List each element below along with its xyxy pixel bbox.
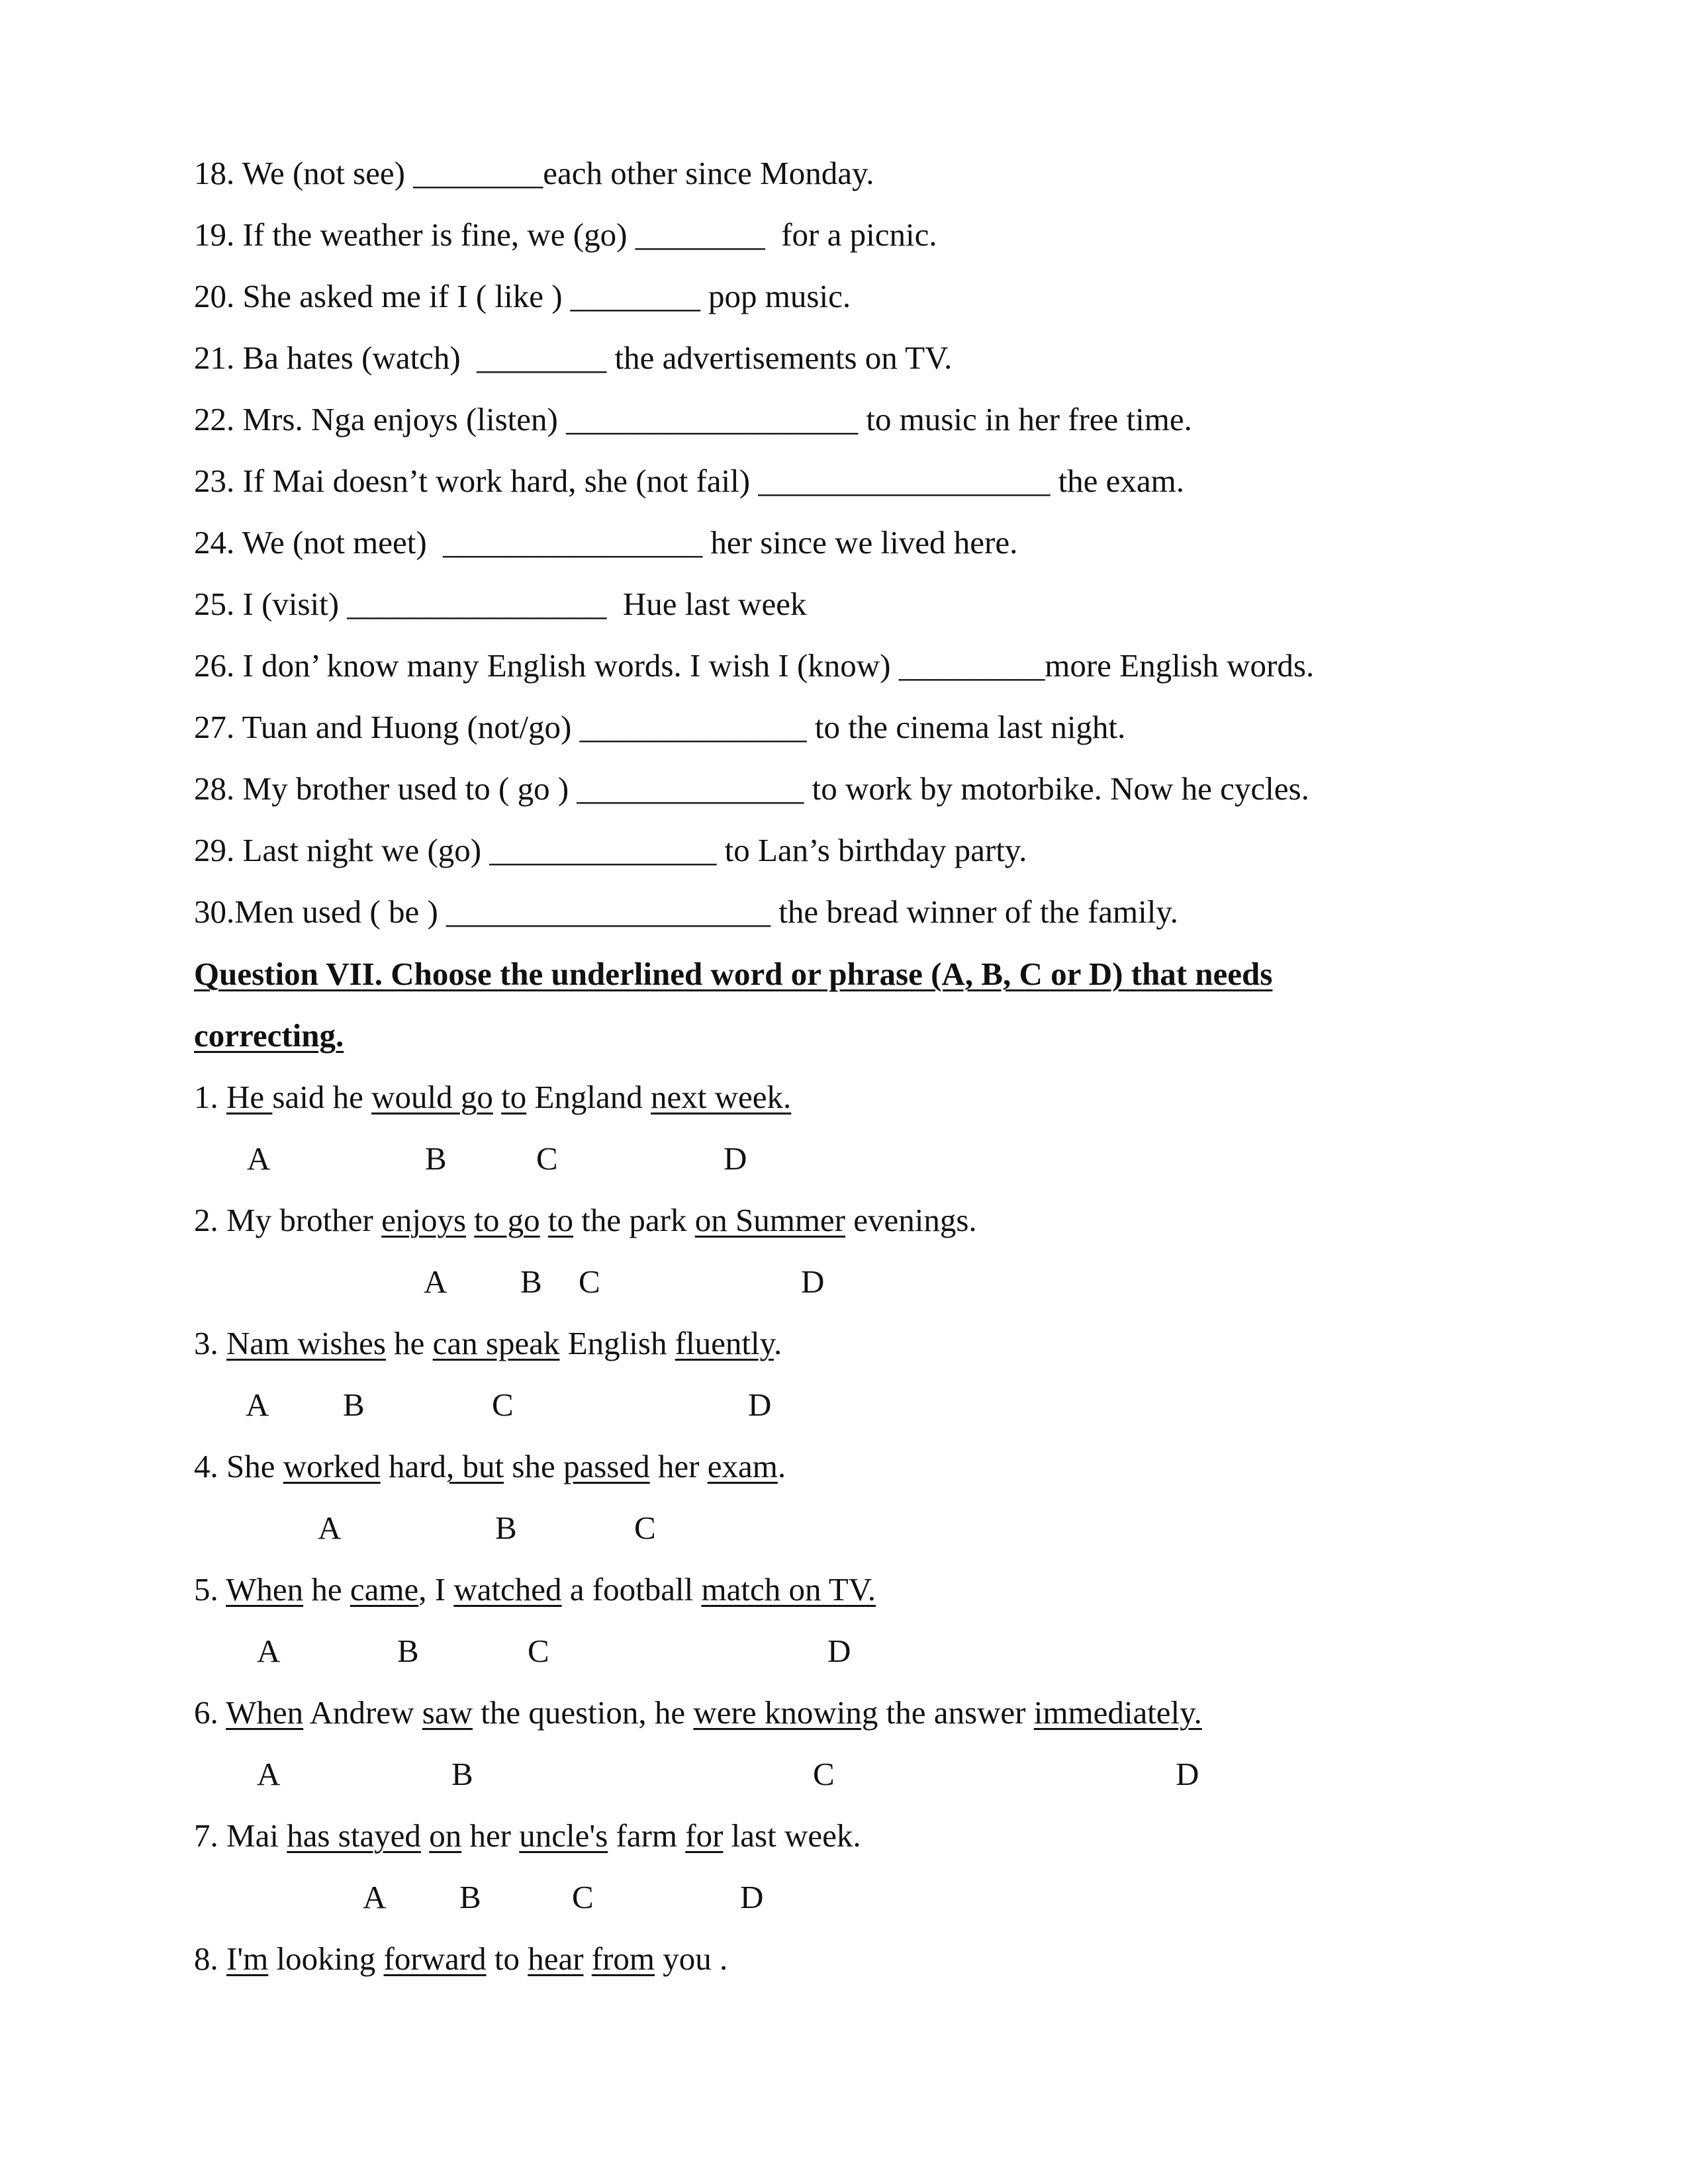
underlined-option[interactable]: to go	[474, 1202, 540, 1238]
option-a[interactable]: A	[424, 1263, 447, 1300]
answer-blank[interactable]: __________________	[758, 463, 1051, 499]
underlined-option[interactable]: saw	[422, 1694, 473, 1731]
question-25: 25. I (visit) ________________ Hue last week	[194, 586, 807, 622]
option-b[interactable]: B	[425, 1140, 447, 1177]
sentence-text: looking	[268, 1940, 384, 1977]
answer-blank[interactable]: ________________	[443, 524, 703, 561]
option-b[interactable]: B	[397, 1633, 419, 1669]
sentence-text: last week.	[723, 1817, 861, 1854]
question-18: 18. We (not see) ________each other since Monday.	[194, 155, 874, 191]
option-a[interactable]: A	[363, 1879, 387, 1915]
option-d[interactable]: D	[748, 1387, 772, 1423]
option-b[interactable]: B	[459, 1879, 481, 1915]
option-a[interactable]: A	[318, 1510, 342, 1546]
answer-blank[interactable]: ______________	[579, 709, 807, 745]
option-d[interactable]: D	[801, 1263, 825, 1300]
underlined-option[interactable]: Nam wishes	[226, 1325, 386, 1361]
underlined-option[interactable]: from	[591, 1940, 655, 1977]
answer-blank[interactable]: ____________________	[446, 893, 771, 930]
sentence-text: 5.	[194, 1571, 226, 1608]
underlined-option[interactable]: watched	[453, 1571, 562, 1608]
option-d[interactable]: D	[1176, 1756, 1199, 1792]
sentence-text: 3.	[194, 1325, 226, 1361]
sentence-text: 1.	[194, 1079, 226, 1115]
sentence-text: .	[777, 1448, 786, 1484]
underlined-option[interactable]: has stayed	[287, 1817, 421, 1854]
question-24: 24. We (not meet) ________________ her since we lived here.	[194, 524, 1018, 561]
underlined-option[interactable]: can speak	[432, 1325, 560, 1361]
answer-blank[interactable]: ______________	[489, 832, 717, 868]
sentence-text	[421, 1817, 429, 1854]
error-question-2	[194, 1201, 977, 1240]
answer-blank[interactable]: ________	[635, 216, 765, 253]
sentence-text: 8.	[194, 1940, 226, 1977]
option-c[interactable]: C	[528, 1633, 549, 1669]
sentence-text: England	[526, 1079, 651, 1115]
sentence-text: her	[461, 1817, 520, 1854]
question-29: 29. Last night we (go) ______________ to Lan’s birthday party.	[194, 832, 1027, 868]
sentence-text: 6.	[194, 1694, 226, 1731]
underlined-option[interactable]: immediately.	[1033, 1694, 1202, 1731]
sentence-text: a football	[561, 1571, 702, 1608]
sentence-text: he	[385, 1325, 433, 1361]
error-question-1	[194, 1077, 791, 1117]
option-b[interactable]: B	[520, 1263, 542, 1300]
sentence-text: to	[486, 1940, 528, 1977]
sentence-text: farm	[608, 1817, 686, 1854]
sentence-text: said he	[272, 1079, 372, 1115]
sentence-text: the answer	[878, 1694, 1034, 1731]
sentence-text: .	[773, 1325, 782, 1361]
question-30: 30.Men used ( be ) ____________________ the bread winner of the family.	[194, 893, 1178, 930]
underlined-option[interactable]: would go	[371, 1079, 493, 1115]
underlined-option[interactable]: , but	[446, 1448, 504, 1484]
answer-blank[interactable]: __________________	[566, 401, 859, 437]
underlined-option[interactable]: When	[226, 1694, 304, 1731]
error-question-6	[194, 1693, 1202, 1733]
question-26: 26. I don’ know many English words. I wish I (know) _________more English words.	[194, 647, 1315, 684]
option-b[interactable]: B	[495, 1510, 517, 1546]
underlined-option[interactable]: enjoys	[381, 1202, 467, 1238]
sentence-text: the question, he	[472, 1694, 694, 1731]
underlined-option[interactable]: uncle's	[519, 1817, 608, 1854]
answer-blank[interactable]: ________	[413, 155, 543, 191]
underlined-option[interactable]: I'm	[226, 1940, 269, 1977]
option-a[interactable]: A	[257, 1756, 281, 1792]
sentence-text: 2. My brother	[194, 1202, 382, 1238]
sentence-text	[493, 1079, 501, 1115]
error-question-3	[194, 1324, 782, 1363]
underlined-option[interactable]: He	[226, 1079, 273, 1115]
option-c[interactable]: C	[634, 1510, 656, 1546]
underlined-option[interactable]: When	[226, 1571, 304, 1608]
sentence-text: you .	[655, 1940, 728, 1977]
underlined-option[interactable]: to	[547, 1202, 574, 1238]
question-27: 27. Tuan and Huong (not/go) ______________ to the cinema last night.	[194, 709, 1126, 745]
sentence-text: 7. Mai	[194, 1817, 287, 1854]
option-d[interactable]: D	[740, 1879, 764, 1915]
sentence-text	[584, 1940, 592, 1977]
option-c[interactable]: C	[572, 1879, 594, 1915]
sentence-text	[540, 1202, 548, 1238]
sentence-text: he	[303, 1571, 350, 1608]
underlined-option[interactable]: next week.	[651, 1079, 792, 1115]
option-a[interactable]: A	[246, 1387, 269, 1423]
option-c[interactable]: C	[579, 1263, 600, 1300]
sentence-text: her	[649, 1448, 708, 1484]
sentence-text	[466, 1202, 474, 1238]
sentence-text: evenings.	[845, 1202, 977, 1238]
option-a[interactable]: A	[247, 1140, 271, 1177]
answer-blank[interactable]: ________________	[347, 586, 607, 622]
error-question-5	[194, 1570, 876, 1610]
underlined-option[interactable]: match on TV.	[701, 1571, 876, 1608]
answer-blank[interactable]: ________	[477, 340, 607, 376]
question-22: 22. Mrs. Nga enjoys (listen) __________________ to music in her free time.	[194, 401, 1192, 437]
section-heading: Question VII. Choose the underlined word or phrase (A, B, C or D) that needs	[194, 956, 1273, 992]
option-b[interactable]: B	[451, 1756, 473, 1792]
sentence-text: Andrew	[303, 1694, 422, 1731]
question-23: 23. If Mai doesn’t work hard, she (not fail) __________________ the exam.	[194, 463, 1185, 499]
underlined-option[interactable]: were knowing	[693, 1694, 878, 1731]
underlined-option[interactable]: on Summer	[694, 1202, 845, 1238]
error-question-8	[194, 1939, 727, 1979]
answer-blank[interactable]: ________	[570, 278, 700, 314]
answer-blank[interactable]: ______________	[577, 770, 804, 807]
underlined-option[interactable]: fluently	[675, 1325, 774, 1361]
option-c[interactable]: C	[492, 1387, 514, 1423]
error-question-7	[194, 1816, 861, 1856]
error-question-4	[194, 1447, 786, 1486]
underlined-option[interactable]: forward	[383, 1940, 487, 1977]
question-20: 20. She asked me if I ( like ) ________ pop music.	[194, 278, 851, 314]
section-heading-continued: correcting.	[194, 1017, 344, 1054]
sentence-text: hard	[380, 1448, 447, 1484]
sentence-text: , I	[418, 1571, 454, 1608]
underlined-option[interactable]: to	[501, 1079, 527, 1115]
option-b[interactable]: B	[343, 1387, 365, 1423]
option-c[interactable]: C	[813, 1756, 835, 1792]
underlined-option[interactable]: for	[685, 1817, 724, 1854]
question-19: 19. If the weather is fine, we (go) ________ for a picnic.	[194, 216, 937, 253]
question-28: 28. My brother used to ( go ) ______________ to work by motorbike. Now he cycles.	[194, 770, 1309, 807]
sentence-text: she	[504, 1448, 563, 1484]
underlined-option[interactable]: passed	[563, 1448, 650, 1484]
question-21: 21. Ba hates (watch) ________ the advertisements on TV.	[194, 340, 953, 376]
sentence-text: the park	[573, 1202, 695, 1238]
underlined-option[interactable]: worked	[283, 1448, 381, 1484]
option-c[interactable]: C	[536, 1140, 558, 1177]
answer-blank[interactable]: _________	[898, 647, 1045, 684]
option-d[interactable]: D	[724, 1140, 747, 1177]
underlined-option[interactable]: came	[350, 1571, 419, 1608]
underlined-option[interactable]: exam	[707, 1448, 778, 1484]
sentence-text: 4. She	[194, 1448, 283, 1484]
option-a[interactable]: A	[257, 1633, 281, 1669]
underlined-option[interactable]: on	[429, 1817, 462, 1854]
underlined-option[interactable]: hear	[528, 1940, 584, 1977]
sentence-text: English	[559, 1325, 675, 1361]
option-d[interactable]: D	[827, 1633, 851, 1669]
